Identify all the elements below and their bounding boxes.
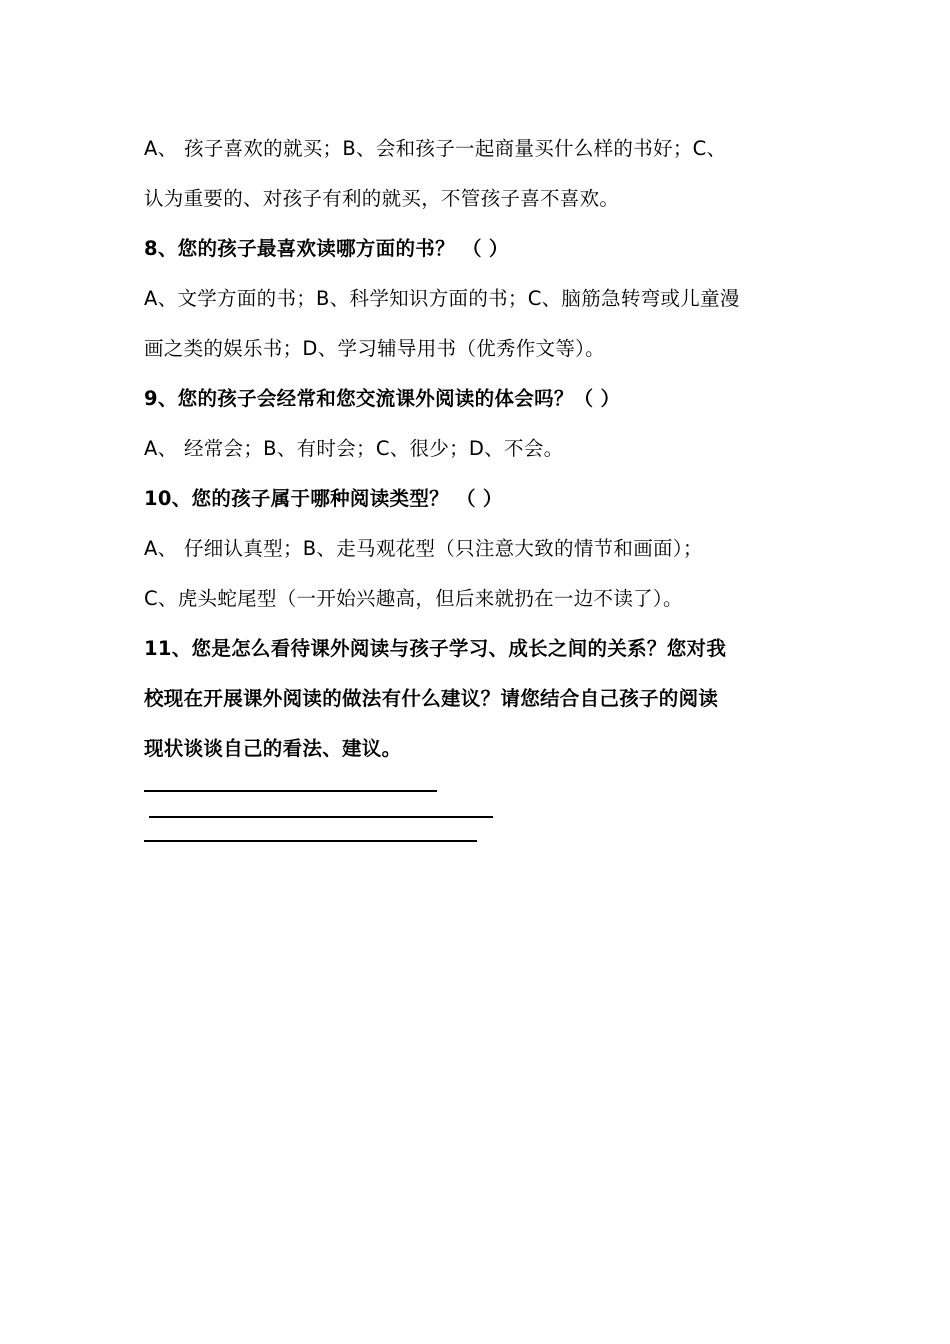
q9-question: 9、您的孩子会经常和您交流课外阅读的体会吗？（ ） — [144, 387, 621, 410]
q9-options-line-1: A、 经常会；B、有时会；C、很少；D、不会。 — [144, 437, 564, 460]
answer-line-1[interactable] — [144, 790, 437, 792]
q8-question: 8、您的孩子最喜欢读哪方面的书？ （ ） — [144, 237, 509, 260]
q11-question-line-1: 11、您是怎么看待课外阅读与孩子学习、成长之间的关系？您对我 — [144, 637, 727, 660]
q10-question: 10、您的孩子属于哪种阅读类型？ （ ） — [144, 487, 503, 510]
answer-line-2[interactable] — [149, 816, 493, 818]
q10-options-line-1: A、 仔细认真型；B、走马观花型（只注意大致的情节和画面）； — [144, 537, 703, 560]
q7-options-line-2: 认为重要的、对孩子有利的就买，不管孩子喜不喜欢。 — [144, 187, 620, 210]
q11-question-line-3: 现状谈谈自己的看法、建议。 — [144, 737, 402, 760]
questionnaire-page — [144, 124, 814, 774]
q10-options-line-2: C、虎头蛇尾型（一开始兴趣高，但后来就扔在一边不读了）。 — [144, 587, 683, 610]
q11-question-line-2: 校现在开展课外阅读的做法有什么建议？请您结合自己孩子的阅读 — [144, 687, 719, 710]
answer-line-3[interactable] — [144, 840, 477, 842]
q8-options-line-2: 画之类的娱乐书；D、学习辅导用书（优秀作文等）。 — [144, 337, 605, 360]
q7-options-line-1: A、 孩子喜欢的就买；B、会和孩子一起商量买什么样的书好；C、 — [144, 137, 727, 160]
q8-options-line-1: A、文学方面的书；B、科学知识方面的书；C、脑筋急转弯或儿童漫 — [144, 287, 740, 310]
